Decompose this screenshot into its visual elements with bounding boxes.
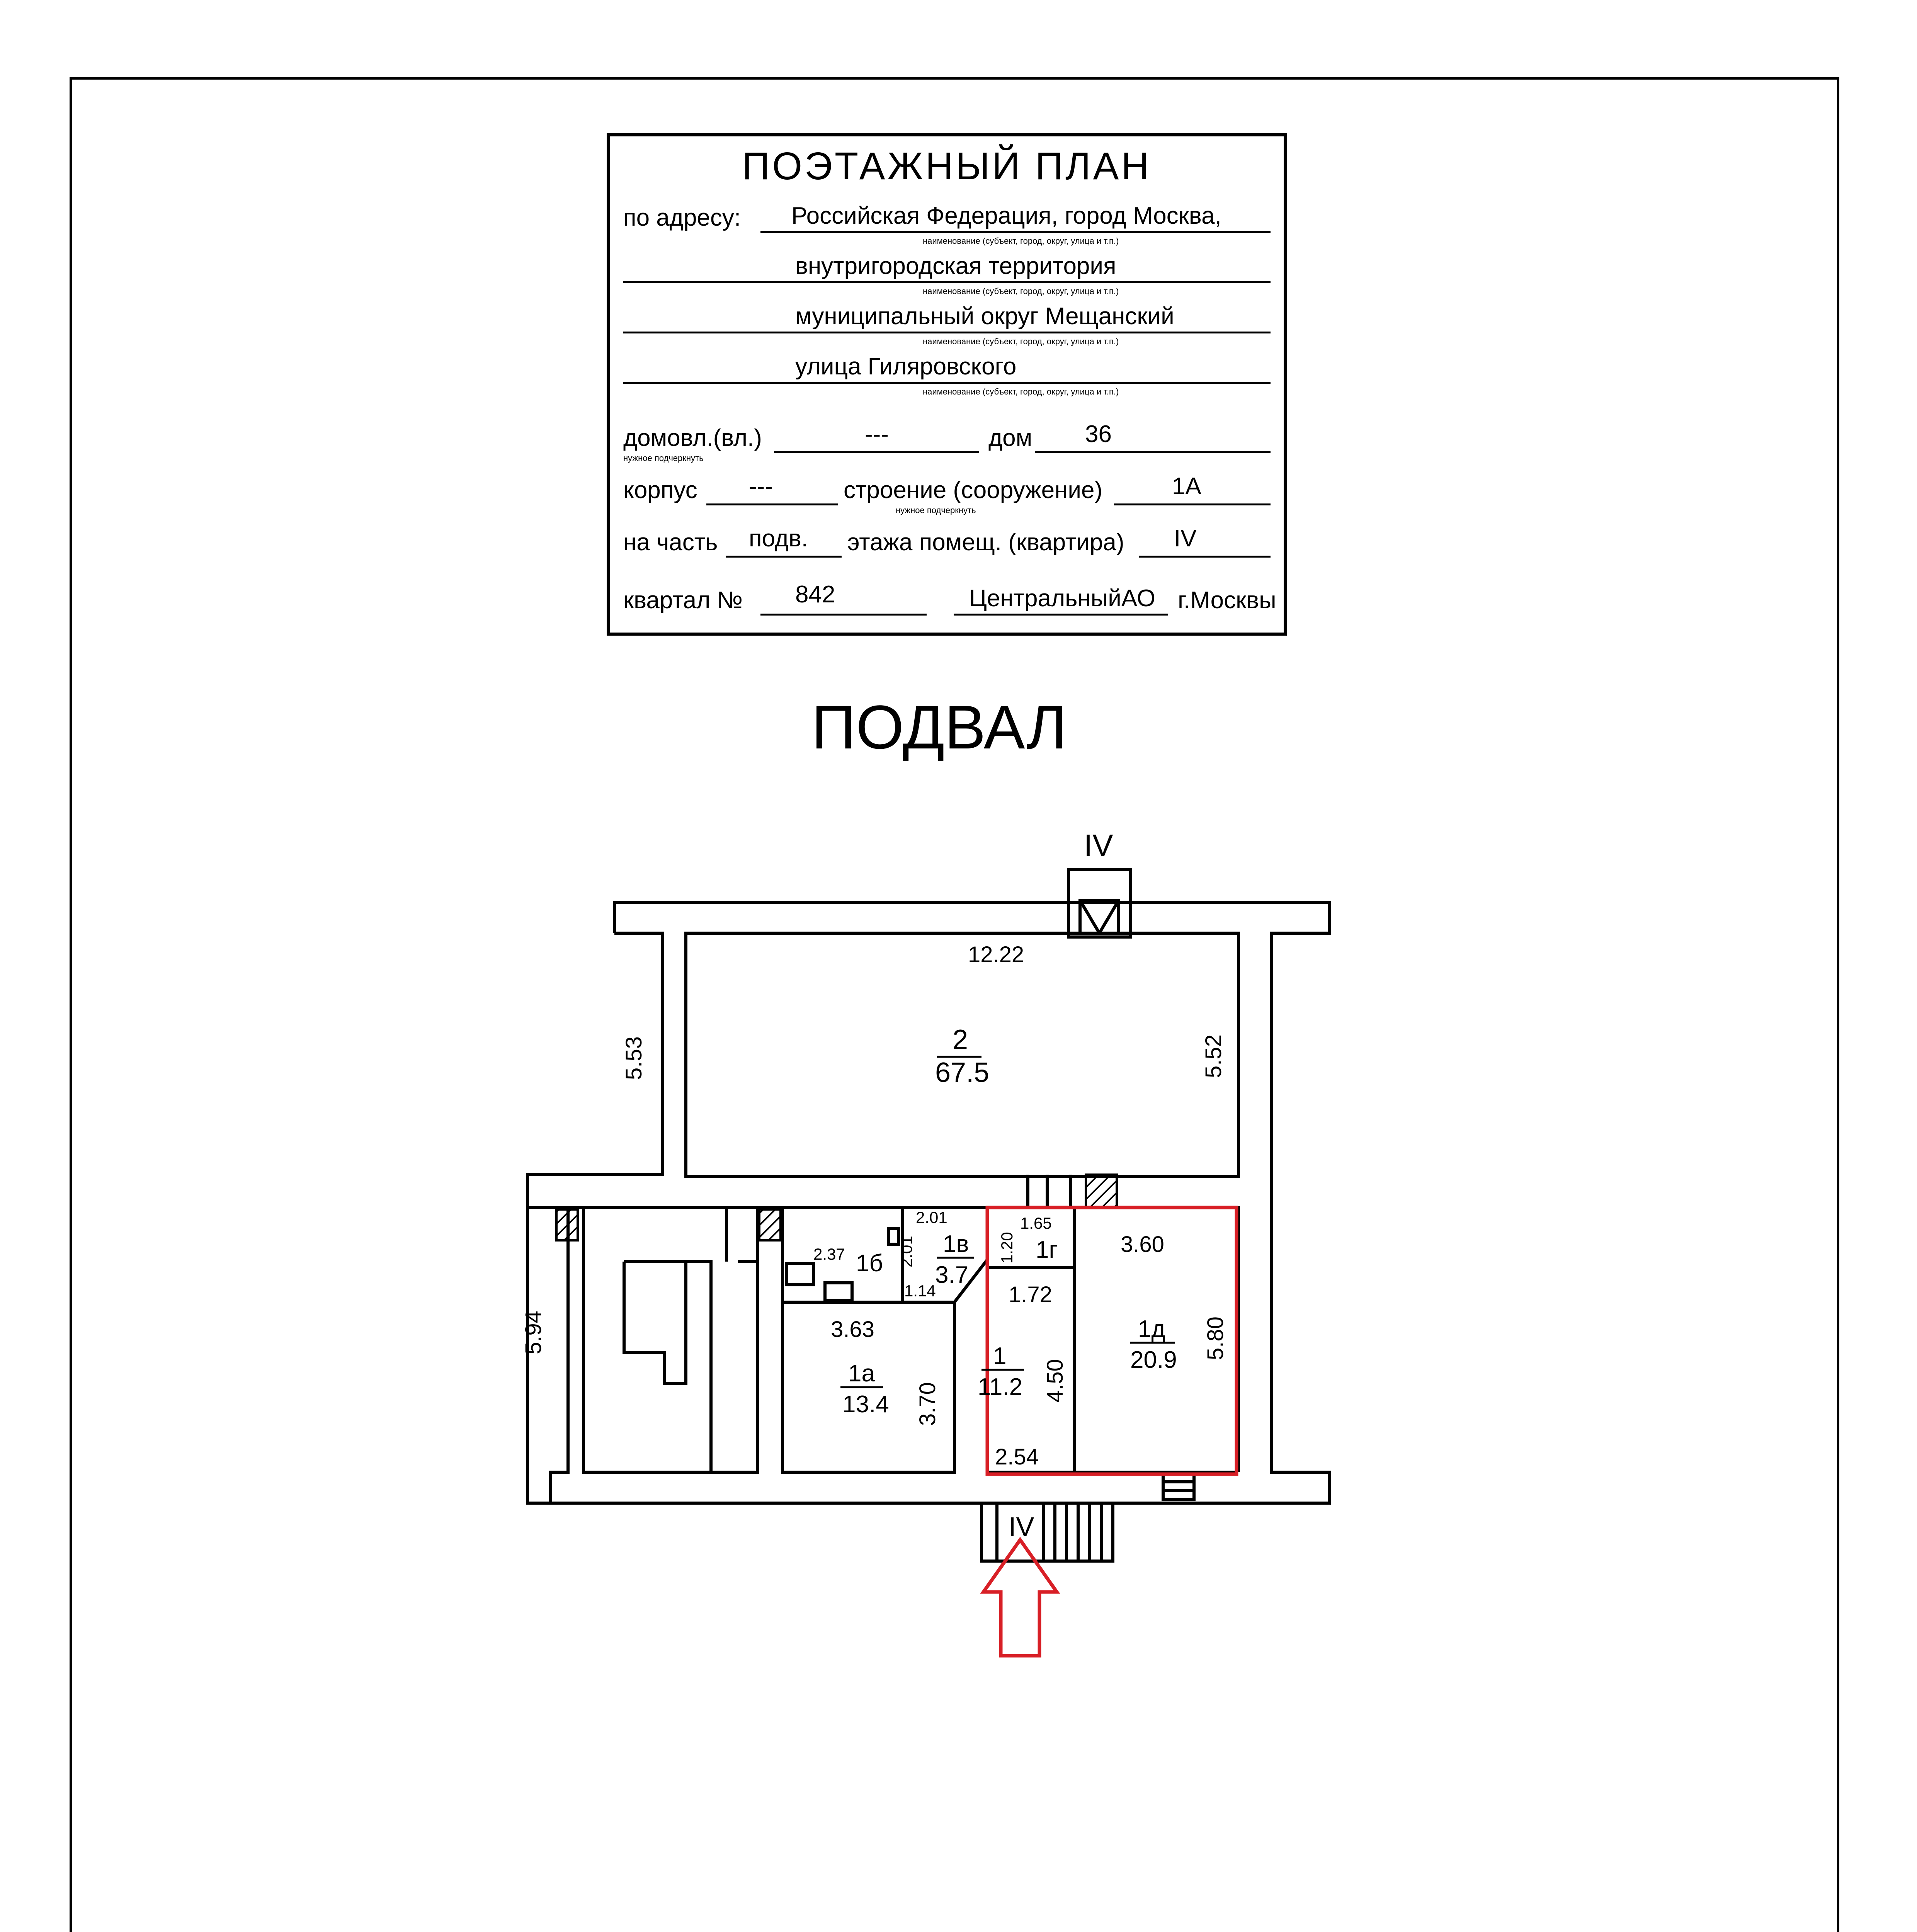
korpus-value: --- bbox=[749, 473, 773, 500]
room-1v-area: 3.7 bbox=[935, 1262, 969, 1288]
floor-title: ПОДВАЛ bbox=[811, 692, 1067, 762]
dim-room1b-width: 2.37 bbox=[813, 1245, 845, 1263]
etazh-label: этажа помещ. (квартира) bbox=[847, 529, 1124, 556]
stair-block bbox=[583, 1208, 757, 1472]
address-line-3: муниципальный округ Мещанский bbox=[795, 303, 1174, 330]
dim-room1-width: 1.72 bbox=[1009, 1282, 1052, 1307]
room-2-area: 67.5 bbox=[935, 1057, 990, 1088]
kvartal-label: квартал № bbox=[623, 587, 743, 614]
room-1b-number: 1б bbox=[856, 1250, 883, 1277]
room-1d-area: 20.9 bbox=[1130, 1347, 1177, 1373]
stroenie-value: 1А bbox=[1172, 473, 1201, 500]
city-label: г.Москвы bbox=[1178, 587, 1276, 614]
dim-room1v-bottom: 1.14 bbox=[904, 1282, 936, 1300]
room-1v-number: 1в bbox=[943, 1231, 969, 1257]
address-hint-3: наименование (субъект, город, округ, улица и т.п.) bbox=[923, 337, 1119, 346]
chast-value: подв. bbox=[749, 525, 808, 552]
room-1-area: 11.2 bbox=[978, 1374, 1023, 1400]
room-1a-area: 13.4 bbox=[842, 1391, 889, 1418]
korpus-label: корпус bbox=[623, 477, 697, 503]
stroenie-label: строение (сооружение) bbox=[844, 477, 1103, 503]
room-1g-number: 1г bbox=[1036, 1236, 1058, 1263]
address-line-1: Российская Федерация, город Москва, bbox=[791, 202, 1221, 229]
address-hint-2: наименование (субъект, город, округ, улица и т.п.) bbox=[923, 286, 1119, 296]
dom-value: 36 bbox=[1085, 421, 1112, 447]
dim-room2-height: 5.52 bbox=[1201, 1034, 1226, 1078]
section-marker-bottom: IV bbox=[1009, 1512, 1034, 1542]
dim-room1d-height: 5.80 bbox=[1203, 1316, 1228, 1360]
room-1a-number: 1а bbox=[848, 1360, 875, 1387]
domovl-label: домовл.(вл.) bbox=[623, 425, 762, 451]
address-line-4: улица Гиляровского bbox=[795, 353, 1017, 380]
dom-label: дом bbox=[988, 425, 1032, 451]
dim-room1v-width: 2.01 bbox=[916, 1208, 947, 1226]
stamp-title: ПОЭТАЖНЫЙ ПЛАН bbox=[742, 145, 1152, 188]
dim-room1-bottom: 2.54 bbox=[995, 1444, 1039, 1469]
etazh-value: IV bbox=[1174, 525, 1197, 552]
outer-wall-left-lower bbox=[527, 1208, 551, 1503]
dim-room2-width: 12.22 bbox=[968, 942, 1024, 967]
dim-room1b-height: 2.01 bbox=[897, 1236, 915, 1267]
address-hint-4: наименование (субъект, город, округ, улица и т.п.) bbox=[923, 387, 1119, 396]
dim-left-upper: 5.53 bbox=[621, 1036, 646, 1080]
dim-room1a-height: 3.70 bbox=[915, 1382, 940, 1426]
address-line-2: внутригородская территория bbox=[795, 253, 1116, 279]
ao-value: ЦентральныйАО bbox=[969, 585, 1156, 612]
chast-label: на часть bbox=[623, 529, 718, 556]
section-iv-highlight bbox=[987, 1208, 1237, 1474]
kvartal-value: 842 bbox=[795, 581, 835, 608]
room-1-number: 1 bbox=[993, 1343, 1007, 1369]
underline-hint-2: нужное подчеркнуть bbox=[896, 505, 976, 515]
room-1d-number: 1д bbox=[1138, 1316, 1165, 1342]
section-marker-top: IV bbox=[1084, 828, 1113, 862]
entrance-arrow bbox=[983, 1540, 1057, 1656]
dim-room1g-width: 1.65 bbox=[1020, 1214, 1052, 1232]
dim-room1a-width: 3.63 bbox=[831, 1317, 874, 1342]
dim-room1d-width: 3.60 bbox=[1121, 1232, 1164, 1257]
underline-hint-1: нужное подчеркнуть bbox=[623, 453, 704, 463]
domovl-value: --- bbox=[865, 421, 889, 447]
address-label: по адресу: bbox=[623, 204, 741, 231]
dim-room1-height: 4.50 bbox=[1043, 1359, 1068, 1403]
room-2-number: 2 bbox=[953, 1024, 968, 1055]
dim-room1g-height: 1.20 bbox=[998, 1232, 1016, 1264]
address-hint-1: наименование (субъект, город, округ, улица и т.п.) bbox=[923, 236, 1119, 246]
dim-left-lower: 5.94 bbox=[521, 1311, 546, 1354]
